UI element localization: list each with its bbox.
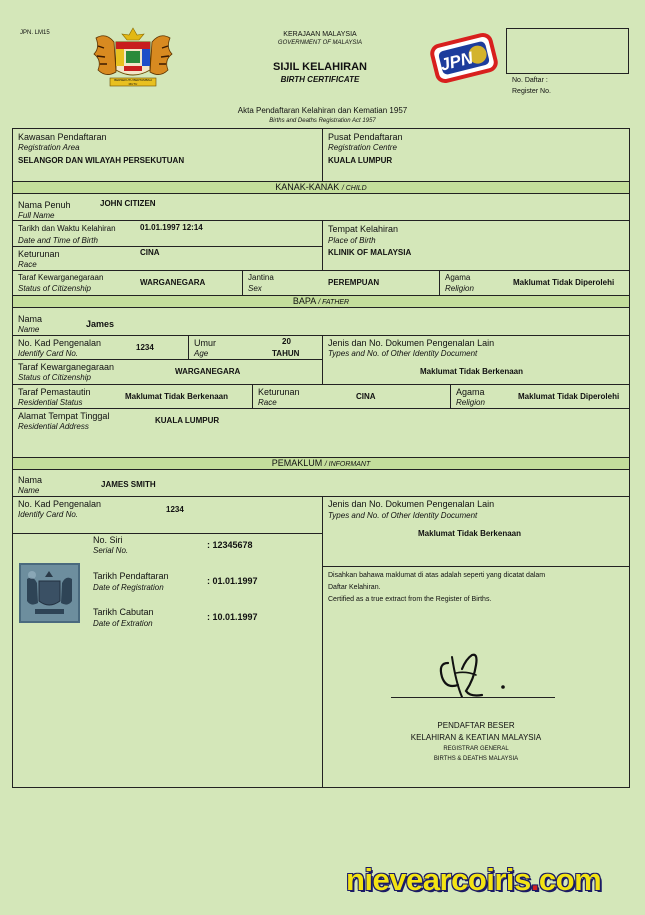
registrar-title-ms-2: KELAHIRAN & KEATIAN MALAYSIA [410, 733, 542, 742]
certification-ms-line-1: Disahkan bahawa maklumat di atas adalah seperti yang dicatat dalam [328, 572, 546, 579]
father-section-ms: BAPA [292, 296, 316, 306]
father-age-label-en: Age [194, 349, 209, 358]
watermark-name: nievearcoiris [346, 862, 531, 897]
hologram-seal-icon [19, 563, 80, 623]
registrar-title-en-2: BIRTHS & DEATHS MALAYSIA [433, 756, 519, 762]
registrar-signature-icon [436, 645, 512, 703]
father-address-label: Alamat Tempat Tinggal [18, 411, 110, 421]
child-dob-label-en: Date and Time of Birth [18, 236, 98, 245]
father-citizenship-label-en: Status of Citizenship [18, 373, 91, 382]
informant-name-value: JAMES SMITH [101, 480, 156, 489]
registrar-title-en-1: REGISTRAR GENERAL [443, 746, 509, 752]
informant-ic-label: No. Kad Pengenalan [18, 499, 102, 509]
certificate-title-en: BIRTH CERTIFICATE [280, 75, 360, 84]
father-ic-label: No. Kad Pengenalan [18, 338, 102, 348]
informant-section-header [13, 457, 629, 470]
child-sex-label-en: Sex [248, 284, 262, 293]
registration-area-label-en: Registration Area [18, 143, 80, 152]
father-doc-value: Maklumat Tidak Berkenaan [420, 367, 524, 376]
father-religion-label-en: Religion [456, 398, 485, 407]
father-religion-value: Maklumat Tidak Diperolehi [518, 392, 620, 401]
child-dob-value: 01.01.1997 12:14 [140, 223, 203, 232]
father-race-label: Keturunan [258, 387, 300, 397]
father-ic-label-en: Identify Card No. [18, 349, 79, 358]
child-dob-label: Tarikh dan Waktu Kelahiran [18, 224, 116, 233]
registration-centre-label: Pusat Pendaftaran [328, 132, 403, 142]
father-citizenship-value: WARGANEGARA [175, 367, 241, 376]
child-citizenship-label-en: Status of Citizenship [18, 284, 91, 293]
father-residential-label: Taraf Pemastautin [18, 387, 91, 397]
child-race-label-en: Race [18, 260, 37, 269]
father-race-label-en: Race [258, 398, 277, 407]
extraction-date-value: : 10.01.1997 [207, 612, 258, 622]
informant-doc-label-en: Types and No. of Other Identity Document [328, 511, 478, 520]
certification-en: Certified as a true extract from the Register of Births. [328, 596, 492, 603]
child-name-label-en: Full Name [18, 211, 55, 220]
informant-section-en: / INFORMANT [324, 461, 371, 468]
father-residential-value: Maklumat Tidak Berkenaan [125, 392, 229, 401]
government-en: GOVERNMENT OF MALAYSIA [277, 40, 363, 46]
jpn-logo-icon [428, 32, 500, 84]
child-section-header [13, 181, 629, 194]
father-age-label: Umur [194, 338, 216, 348]
father-ic-value: 1234 [136, 343, 154, 352]
informant-doc-value: Maklumat Tidak Berkenaan [418, 529, 522, 538]
child-religion-value: Maklumat Tidak Diperolehi [513, 278, 615, 287]
informant-name-label-en: Name [18, 486, 40, 495]
form-code: JPN. LM15 [20, 30, 50, 36]
father-age-unit: TAHUN [272, 349, 300, 358]
act-title: Akta Pendaftaran Kelahiran dan Kematian 1957 [237, 106, 408, 115]
registration-area-label: Kawasan Pendaftaran [18, 132, 107, 142]
father-section-en: / FATHER [318, 299, 350, 306]
child-citizenship-value: WARGANEGARA [140, 278, 206, 287]
informant-ic-label-en: Identify Card No. [18, 510, 79, 519]
child-pob-label-en: Place of Birth [328, 236, 376, 245]
father-section-header [13, 295, 629, 308]
no-daftar-label: No. Daftar : [512, 77, 548, 84]
informant-section-ms: PEMAKLUM [271, 458, 323, 468]
father-doc-label: Jenis dan No. Dokumen Pengenalan Lain [328, 338, 495, 348]
watermark-tld: com [538, 862, 602, 897]
jpn-logo-text: JPN [438, 48, 475, 75]
child-religion-label: Agama [445, 273, 471, 282]
child-pob-value: KLINIK OF MALAYSIA [328, 248, 412, 257]
serial-label-en: Serial No. [93, 546, 129, 555]
serial-value: : 12345678 [207, 540, 253, 550]
watermark-text [346, 862, 601, 898]
child-pob-label: Tempat Kelahiran [328, 224, 399, 234]
father-name-label-en: Name [18, 325, 40, 334]
watermark-dot: . [530, 862, 539, 897]
father-address-label-en: Residential Address [18, 422, 89, 431]
father-address-value: KUALA LUMPUR [155, 416, 220, 425]
father-doc-label-en: Types and No. of Other Identity Document [328, 349, 478, 358]
register-stamp-box [506, 28, 629, 74]
registration-date-label-en: Date of Registration [93, 583, 164, 592]
extraction-date-label-en: Date of Extration [93, 619, 153, 628]
father-religion-label: Agama [456, 387, 485, 397]
child-sex-value: PEREMPUAN [328, 278, 380, 287]
registration-date-label: Tarikh Pendaftaran [93, 571, 169, 581]
father-name-value: James [86, 319, 115, 329]
child-race-label: Keturunan [18, 249, 60, 259]
child-race-value: CINA [140, 248, 160, 257]
child-religion-label-en: Religion [445, 284, 474, 293]
informant-doc-label: Jenis dan No. Dokumen Pengenalan Lain [328, 499, 495, 509]
certification-ms-line-2: Daftar Kelahiran. [328, 584, 381, 591]
registration-centre-value: KUALA LUMPUR [328, 156, 393, 165]
father-citizenship-label: Taraf Kewarganegaraan [18, 362, 115, 372]
extraction-date-label: Tarikh Cabutan [93, 607, 154, 617]
informant-ic-value: 1234 [166, 505, 184, 514]
father-residential-label-en: Residential Status [18, 398, 83, 407]
father-race-value: CINA [356, 392, 376, 401]
registration-centre-label-en: Registration Centre [328, 143, 397, 152]
registrar-title-ms-1: PENDAFTAR BESER [437, 721, 515, 730]
child-citizenship-label: Taraf Kewarganegaraan [18, 273, 104, 282]
crest-motto: BERSEKUTU BERTAMBAH MUTU [114, 78, 152, 86]
government-ms: KERAJAAN MALAYSIA [283, 31, 357, 38]
child-name-value: JOHN CITIZEN [100, 199, 156, 208]
registration-date-value: : 01.01.1997 [207, 576, 258, 586]
child-section-en: / CHILD [341, 185, 367, 192]
certificate-title: SIJIL KELAHIRAN [273, 61, 367, 73]
father-name-label: Nama [18, 314, 43, 324]
serial-label: No. Siri [93, 535, 123, 545]
informant-name-label: Nama [18, 475, 43, 485]
child-sex-label: Jantina [248, 273, 274, 282]
child-name-label: Nama Penuh [18, 200, 71, 210]
father-age-value: 20 [282, 337, 291, 346]
register-no-label: Register No. [512, 88, 551, 95]
act-title-en: Births and Deaths Registration Act 1957 [269, 118, 376, 124]
child-section-ms: KANAK-KANAK [275, 182, 340, 192]
registration-area-value: SELANGOR DAN WILAYAH PERSEKUTUAN [18, 156, 185, 165]
